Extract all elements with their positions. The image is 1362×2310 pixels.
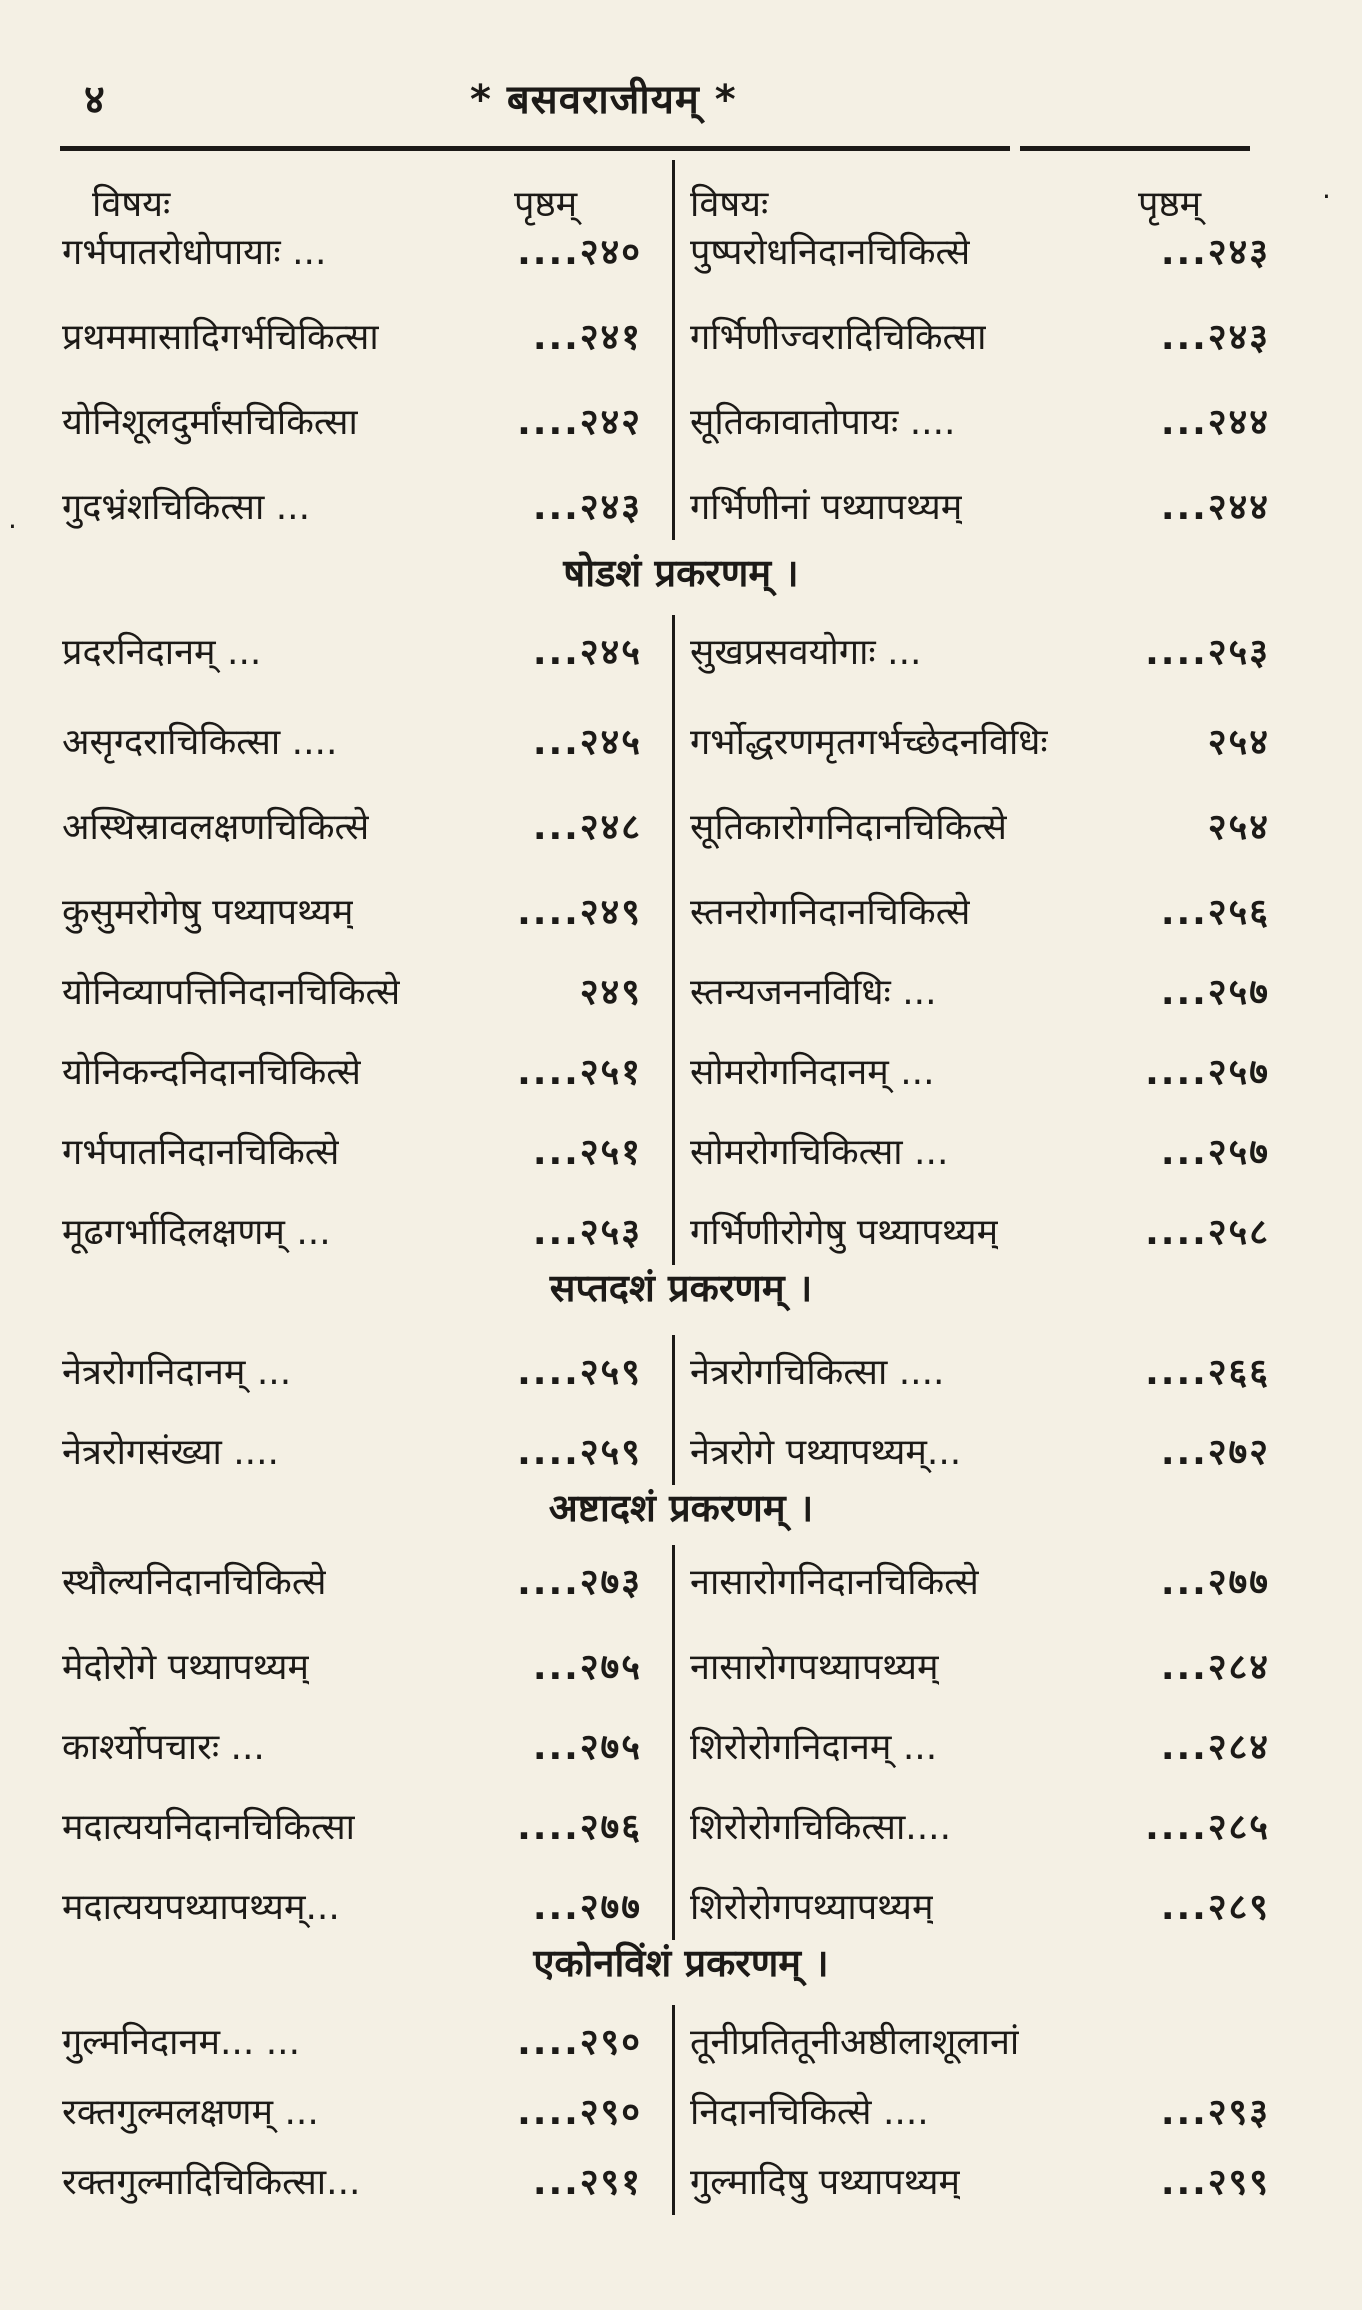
toc-entry-title: गर्भिणीनां पथ्यापथ्यम् xyxy=(690,486,963,528)
column-divider xyxy=(672,1545,675,1940)
toc-entry-page: ...२४५ xyxy=(532,631,642,673)
toc-entry-page: ....२४० xyxy=(517,231,642,273)
toc-entry-page: २५४ xyxy=(1207,806,1270,848)
toc-entry-title: मदात्ययनिदानचिकित्सा xyxy=(62,1806,356,1848)
toc-entry xyxy=(62,618,642,682)
chapter-heading: अष्टादशं प्रकरणम् । xyxy=(548,1486,814,1530)
toc-entry-title: नासारोगनिदानचिकित्से xyxy=(690,1561,979,1603)
toc-entry-page: ...२७७ xyxy=(1160,1561,1270,1603)
toc-entry-title: शिरोरोगचिकित्सा.... xyxy=(690,1806,952,1848)
toc-entry-title: नासारोगपथ्यापथ्यम् xyxy=(690,1646,939,1688)
toc-entry-title: गर्भपातनिदानचिकित्से xyxy=(62,1131,340,1173)
toc-entry xyxy=(690,1793,1270,1857)
toc-entry xyxy=(62,1713,642,1777)
toc-entry-page: ....२५८ xyxy=(1145,1211,1270,1253)
toc-entry-page: ....२७६ xyxy=(517,1806,642,1848)
toc-entry-title: शिरोरोगनिदानम् ... xyxy=(690,1726,938,1768)
toc-entry-title: सोमरोगनिदानम् ... xyxy=(690,1051,935,1093)
toc-entry-title: प्रथममासादिगर्भचिकित्सा xyxy=(62,316,379,358)
toc-entry xyxy=(62,708,642,772)
column-divider xyxy=(672,615,675,1265)
column-divider xyxy=(672,160,675,220)
toc-entry-title: गुल्मादिषु पथ्यापथ्यम् xyxy=(690,2161,961,2203)
toc-entry-page: ...२४५ xyxy=(532,721,642,763)
toc-entry xyxy=(62,878,642,942)
toc-entry xyxy=(690,1633,1270,1697)
toc-entry-title: मदात्ययपथ्यापथ्यम्... xyxy=(62,1886,340,1928)
right-column-page-header: पृष्ठम् xyxy=(1138,184,1202,225)
toc-entry xyxy=(62,1198,642,1262)
margin-mark: · xyxy=(1322,180,1331,213)
right-column-subject-header: विषयः xyxy=(690,184,769,225)
toc-entry xyxy=(690,2148,1270,2212)
running-title: * बसवराजीयम् * xyxy=(470,77,737,123)
toc-entry-title: योनिशूलदुर्मांसचिकित्सा xyxy=(62,401,358,443)
toc-entry-title: योनिव्यापत्तिनिदानचिकित्से xyxy=(62,971,401,1013)
toc-entry xyxy=(690,878,1270,942)
toc-entry-title: सूतिकारोगनिदानचिकित्से xyxy=(690,806,1007,848)
toc-entry-page: ....२५३ xyxy=(1145,631,1270,673)
toc-entry-page: ....२५९ xyxy=(517,1431,642,1473)
toc-entry-page: ...२४३ xyxy=(532,486,642,528)
toc-entry xyxy=(690,2078,1270,2142)
toc-entry-page: ...२५७ xyxy=(1160,971,1270,1013)
toc-entry xyxy=(690,1713,1270,1777)
toc-entry-title: अस्थिस्रावलक्षणचिकित्से xyxy=(62,806,370,848)
toc-entry-title: मूढगर्भादिलक्षणम् ... xyxy=(62,1211,331,1253)
toc-entry-page: ...२४८ xyxy=(532,806,642,848)
toc-entry-title: स्तनरोगनिदानचिकित्से xyxy=(690,891,971,933)
left-column-page-header: पृष्ठम् xyxy=(514,184,578,225)
toc-entry xyxy=(690,1548,1270,1612)
toc-entry-title: स्तन्यजननविधिः ... xyxy=(690,971,937,1013)
toc-entry-page: ...२८४ xyxy=(1160,1646,1270,1688)
toc-entry-title: रक्तगुल्मादिचिकित्सा... xyxy=(62,2161,361,2203)
toc-entry xyxy=(690,218,1270,282)
toc-entry-title: नेत्ररोगनिदानम् ... xyxy=(62,1351,292,1393)
toc-entry-page: ...२७५ xyxy=(532,1726,642,1768)
toc-entry-title: कार्श्योपचारः ... xyxy=(62,1726,265,1768)
toc-entry-page: ....२७३ xyxy=(517,1561,642,1603)
toc-entry-page: २४९ xyxy=(579,971,642,1013)
toc-entry xyxy=(690,303,1270,367)
toc-entry-title: गुल्मनिदानम... ... xyxy=(62,2021,301,2063)
toc-entry xyxy=(690,1118,1270,1182)
toc-entry-title: मेदोरोगे पथ्यापथ्यम् xyxy=(62,1646,310,1688)
toc-entry-page: ...२५३ xyxy=(532,1211,642,1253)
toc-entry xyxy=(62,1793,642,1857)
toc-entry-page: ....२८५ xyxy=(1145,1806,1270,1848)
page-number: ४ xyxy=(84,77,105,123)
toc-entry-page: ....२५९ xyxy=(517,1351,642,1393)
toc-entry-page: २५४ xyxy=(1207,721,1270,763)
toc-entry-page: ...२८९ xyxy=(1160,1886,1270,1928)
toc-entry xyxy=(62,1873,642,1937)
toc-entry-page: ...२४३ xyxy=(1160,316,1270,358)
toc-entry xyxy=(690,1418,1270,1482)
toc-entry xyxy=(62,1118,642,1182)
header-rule-right xyxy=(1020,146,1250,151)
toc-entry-page: ...२७५ xyxy=(532,1646,642,1688)
toc-entry xyxy=(690,388,1270,452)
toc-entry xyxy=(62,218,642,282)
chapter-heading: एकोनविंशं प्रकरणम् । xyxy=(533,1941,829,1985)
toc-entry-page: ...२४४ xyxy=(1160,401,1270,443)
toc-entry-title: सुखप्रसवयोगाः ... xyxy=(690,631,922,673)
left-column-subject-header: विषयः xyxy=(92,184,171,225)
toc-entry-page: ....२५७ xyxy=(1145,1051,1270,1093)
toc-entry-page: ...२४४ xyxy=(1160,486,1270,528)
toc-entry-title: नेत्ररोगे पथ्यापथ्यम्... xyxy=(690,1431,962,1473)
toc-entry-title: गुदभ्रंशचिकित्सा ... xyxy=(62,486,311,528)
toc-entry-page: ...२५१ xyxy=(532,1131,642,1173)
toc-entry xyxy=(690,1338,1270,1402)
toc-entry-page: ...२४१ xyxy=(532,316,642,358)
toc-entry-title: सोमरोगचिकित्सा ... xyxy=(690,1131,949,1173)
toc-entry-title: योनिकन्दनिदानचिकित्से xyxy=(62,1051,361,1093)
toc-entry-page: ...२५७ xyxy=(1160,1131,1270,1173)
toc-entry xyxy=(690,1198,1270,1262)
toc-entry-title: रक्तगुल्मलक्षणम् ... xyxy=(62,2091,319,2133)
toc-entry-title: प्रदरनिदानम् ... xyxy=(62,631,262,673)
toc-entry-page: ...२५६ xyxy=(1160,891,1270,933)
toc-entry-page: ...२९९ xyxy=(1160,2161,1270,2203)
toc-entry-title: नेत्ररोगचिकित्सा .... xyxy=(690,1351,945,1393)
toc-entry xyxy=(62,473,642,537)
toc-entry xyxy=(62,303,642,367)
toc-entry xyxy=(690,793,1270,857)
toc-entry xyxy=(690,958,1270,1022)
toc-entry-title: निदानचिकित्से .... xyxy=(690,2091,929,2133)
toc-entry-title: नेत्ररोगसंख्या .... xyxy=(62,1431,279,1473)
column-divider xyxy=(672,2005,675,2215)
toc-entry-title: गर्भपातरोधोपायाः ... xyxy=(62,231,327,273)
chapter-heading: सप्तदशं प्रकरणम् । xyxy=(549,1266,813,1310)
column-divider xyxy=(672,1335,675,1485)
toc-entry-page: ....२४९ xyxy=(517,891,642,933)
toc-entry-page: ....२४२ xyxy=(517,401,642,443)
toc-entry xyxy=(62,2148,642,2212)
toc-entry xyxy=(690,708,1270,772)
toc-entry xyxy=(690,473,1270,537)
toc-entry-page: ....२६६ xyxy=(1145,1351,1270,1393)
toc-entry xyxy=(62,1418,642,1482)
toc-entry-title: सूतिकावातोपायः .... xyxy=(690,401,956,443)
toc-entry xyxy=(62,388,642,452)
column-divider xyxy=(672,215,675,540)
toc-entry xyxy=(690,2008,1270,2072)
toc-entry-page: ...२९१ xyxy=(532,2161,642,2203)
toc-entry xyxy=(62,1038,642,1102)
margin-mark: · xyxy=(8,510,17,543)
toc-entry-page: ...२७२ xyxy=(1160,1431,1270,1473)
toc-entry-title: असृग्दराचिकित्सा .... xyxy=(62,721,338,763)
header-rule-left xyxy=(60,146,1010,151)
toc-entry-page: ....२९० xyxy=(517,2021,642,2063)
toc-entry xyxy=(62,793,642,857)
toc-entry-page: ...२७७ xyxy=(532,1886,642,1928)
chapter-heading: षोडशं प्रकरणम् । xyxy=(563,551,799,595)
toc-entry xyxy=(62,1338,642,1402)
toc-entry-page: ...२९३ xyxy=(1160,2091,1270,2133)
toc-entry-page: ....२५१ xyxy=(517,1051,642,1093)
toc-entry xyxy=(62,1633,642,1697)
toc-entry xyxy=(62,2078,642,2142)
toc-entry xyxy=(62,1548,642,1612)
toc-entry-page: ....२९० xyxy=(517,2091,642,2133)
toc-entry xyxy=(690,1038,1270,1102)
toc-entry-page: ...२८४ xyxy=(1160,1726,1270,1768)
toc-entry-title: पुष्परोधनिदानचिकित्से xyxy=(690,231,971,273)
toc-entry xyxy=(690,1873,1270,1937)
toc-entry-title: कुसुमरोगेषु पथ्यापथ्यम् xyxy=(62,891,354,933)
toc-entry xyxy=(62,958,642,1022)
toc-entry-title: गर्भोद्धरणमृतगर्भच्छेदनविधिः xyxy=(690,721,1048,763)
toc-entry-title: स्थौल्यनिदानचिकित्से xyxy=(62,1561,327,1603)
toc-entry-page: ...२४३ xyxy=(1160,231,1270,273)
toc-entry-title: गर्भिणीरोगेषु पथ्यापथ्यम् xyxy=(690,1211,999,1253)
toc-entry-title: शिरोरोगपथ्यापथ्यम् xyxy=(690,1886,934,1928)
toc-entry-title: तूनीप्रतितूनीअष्ठीलाशूलानां xyxy=(690,2021,1020,2063)
toc-entry xyxy=(62,2008,642,2072)
toc-entry xyxy=(690,618,1270,682)
toc-entry-title: गर्भिणीज्वरादिचिकित्सा xyxy=(690,316,987,358)
